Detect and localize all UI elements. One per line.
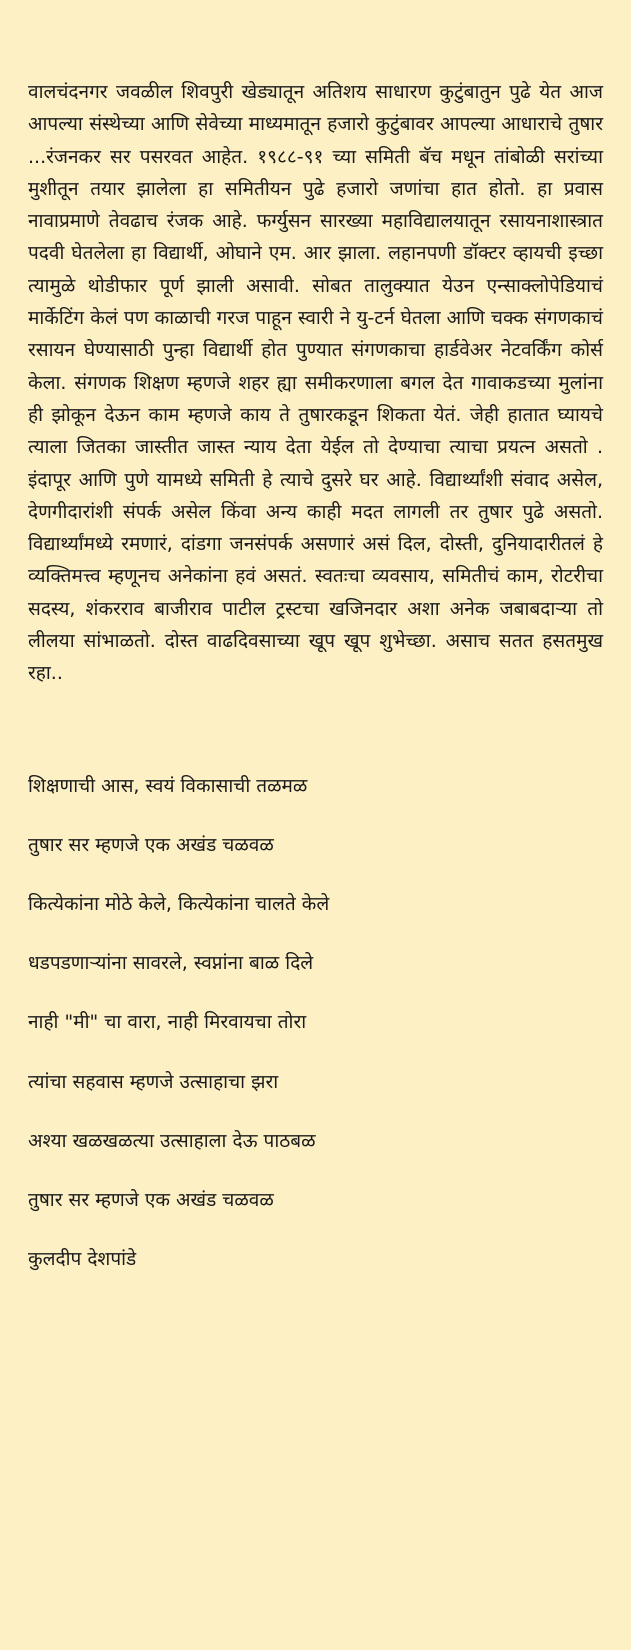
poem-author: कुलदीप देशपांडे [28,1248,137,1271]
poem-line: तुषार सर म्हणजे एक अखंड चळवळ [28,833,274,856]
poem-line: शिक्षणाची आस, स्वयं विकासाची तळमळ [28,774,308,797]
poem-line: अश्या खळखळत्या उत्साहाला देऊ पाठबळ [28,1129,316,1152]
poem-line: तुषार सर म्हणजे एक अखंड चळवळ [28,1188,274,1211]
poem-line: नाही "मी" चा वारा, नाही मिरवायचा तोरा [28,1011,307,1034]
poem-line: त्यांचा सहवास म्हणजे उत्साहाचा झरा [28,1070,279,1093]
poem-line: कित्येकांना मोठे केले, कित्येकांना चालते केले [28,893,330,916]
tribute-paragraph: वालचंदनगर जवळील शिवपुरी खेड्यातून अतिशय साधारण कुटुंबातुन पुढे येत आज आपल्या संस्थेच्या आणि सेवेच्या माध्यमातून हजारो कुटुंबावर आपल्या आधाराचे तुषार ...रंजनकर सर पसरवत आहेत. १९८८-९१ च्या समिती बॅच मधून तांबोळी सरांच्या मुशीतून तयार झालेला हा समितीयन पुढे हजारो जणांचा हात होतो. हा प्रवास नावाप्रमाणे तेवढाच रंजक आहे. फर्ग्युसन सारख्या महाविद्यालयातून रसायनाशास्त्रात पदवी घेतलेला हा विद्यार्थी, ओघाने एम. आर झाला. लहानपणी डॉक्टर व्हायची इच्छा त्यामुळे थोडीफार पूर्ण झाली असावी. सोबत तालुक्यात येउन एन्साक्लोपेडियाचं मार्केटिंग केलं पण काळाची गरज पाहून स्वारी ने यु-टर्न घेतला आणि चक्क संगणकाचं रसायन घेण्यासाठी पुन्हा विद्यार्थी होत पुण्यात संगणकाचा हार्डवेअर नेटवर्किंग कोर्स केला. संगणक शिक्षण म्हणजे शहर ह्या समीकरणाला बगल देत गावाकडच्या मुलांना ही झोकून देऊन काम म्हणजे काय ते तुषारकडून शिकता येतं. जेही हातात घ्यायचे त्याला जितका जास्तीत जास्त न्याय देता येईल तो देण्याचा त्याचा प्रयत्न असतो . इंदापूर आणि पुणे यामध्ये समिती हे त्याचे दुसरे घर आहे. विद्यार्थ्यांशी संवाद असेल, देणगीदारांशी संपर्क असेल किंवा अन्य काही मदत लागली तर तुषार पुढे असतो. विद्यार्थ्यांमध्ये रमणारं, दांडगा जनसंपर्क असणारं असं दिल, दोस्ती, दुनियादारीतलं हे व्यक्तिमत्त्व म्हणूनच अनेकांना हवं असतं. स्वतःचा व्यवसाय, समितीचं काम, रोटरीचा सदस्य, शंकरराव बाजीराव पाटील ट्रस्टचा खजिनदार अशा अनेक जबाबदाऱ्या तो लीलया सांभाळतो. दोस्त वाढदिवसाच्या खूप खूप शुभेच्छा. असाच सतत हसतमुख रहा.. [28,81,603,685]
poem-line: धडपडणाऱ्यांना सावरले, स्वप्नांना बाळ दिले [28,952,314,975]
poem [28,774,603,1272]
